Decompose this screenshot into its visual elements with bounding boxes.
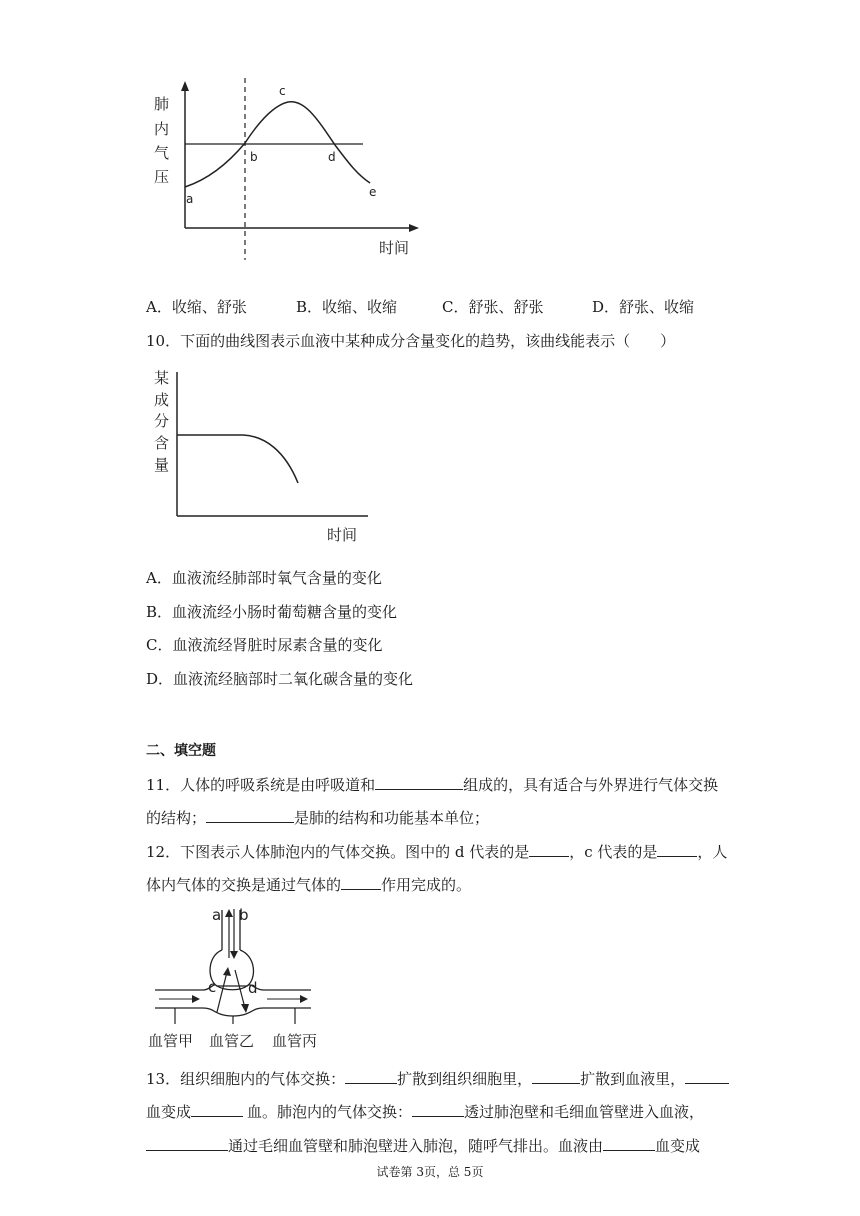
label-d: d [248, 979, 258, 997]
q13-line2 [146, 1101, 704, 1122]
point-label-d: d [328, 150, 336, 164]
x-label: 时间 [379, 239, 410, 257]
q9-option-b[interactable]: B．收缩、收缩 [296, 298, 398, 316]
q13-text: 扩散到组织细胞里， [397, 1070, 533, 1088]
q9-option-d[interactable]: D．舒张、收缩 [592, 298, 695, 316]
q12-blank-c[interactable] [657, 841, 697, 857]
q9-options [146, 297, 694, 317]
q13-line1 [146, 1068, 729, 1089]
q10-option-a[interactable]: A．血液流经肺部时氧气含量的变化 [146, 569, 382, 587]
vessel-yi: 血管乙 [209, 1032, 255, 1050]
x-label: 时间 [327, 526, 358, 544]
point-label-e: e [369, 185, 377, 199]
q13-blank-5[interactable] [412, 1101, 464, 1117]
q11-blank-2[interactable] [206, 807, 294, 823]
point-label-b: b [250, 150, 258, 164]
flow-arrow-right-head [300, 995, 308, 1003]
point-label-c: c [279, 84, 286, 98]
arrow-d-head [241, 1004, 249, 1013]
arrow-c [217, 972, 227, 1012]
q13-text: 透过肺泡壁和毛细血管壁进入血液， [464, 1103, 705, 1121]
q13-line3 [146, 1135, 700, 1156]
content-curve [177, 435, 298, 483]
vessel-bing: 血管丙 [272, 1032, 318, 1050]
q12-text: 作用完成的。 [381, 876, 472, 894]
q9-option-c[interactable]: C．舒张、舒张 [442, 298, 544, 316]
q12-blank-3[interactable] [341, 874, 381, 890]
q13-text: 13．组织细胞内的气体交换： [146, 1070, 346, 1088]
arrow-c-head [223, 967, 231, 976]
alveolus [210, 950, 253, 990]
y-label-char: 成 [154, 391, 170, 409]
y-label-char: 肺 [154, 95, 170, 113]
q12-line1 [146, 841, 727, 862]
q11-text: 的结构； [146, 809, 207, 827]
q10-stem: 10．下面的曲线图表示血液中某种成分含量变化的趋势，该曲线能表示（ ） [146, 332, 676, 350]
y-label-char: 压 [154, 168, 170, 186]
q13-text: 血变成 [146, 1103, 192, 1121]
label-b: b [239, 906, 249, 924]
q13-text: 血变成 [655, 1137, 701, 1155]
q13-text: 血。肺泡内的气体交换： [247, 1103, 413, 1121]
q10-option-d[interactable]: D．血液流经脑部时二氧化碳含量的变化 [146, 670, 414, 688]
q12-text: 12．下图表示人体肺泡内的气体交换。图中的 d 代表的是 [146, 843, 530, 861]
x-axis-arrow [409, 224, 419, 232]
label-c: c [208, 978, 217, 996]
y-axis-arrow [181, 81, 189, 91]
y-label-char: 某 [154, 369, 170, 387]
q13-blank-3[interactable] [685, 1068, 729, 1084]
q10-option-c[interactable]: C．血液流经肾脏时尿素含量的变化 [146, 636, 383, 654]
q12-text: ，c 代表的是 [569, 843, 658, 861]
y-label-char: 分 [154, 412, 170, 430]
q11-blank-1[interactable] [375, 774, 463, 790]
lung-pressure-figure [140, 75, 430, 270]
q13-blank-1[interactable] [345, 1068, 397, 1084]
point-label-a: a [186, 192, 194, 206]
q9-option-a[interactable]: A．收缩、舒张 [146, 298, 247, 316]
arrow-b-head [230, 951, 238, 959]
alveolus-exchange-figure [145, 900, 330, 1058]
y-label-char: 气 [154, 144, 170, 162]
q11-text: 组成的，具有适合与外界进行气体交换 [463, 776, 719, 794]
q12-text: ，人 [697, 843, 728, 861]
page-footer: 试卷第 3页，总 5页 [376, 1165, 484, 1179]
vessel-jia: 血管甲 [148, 1032, 194, 1050]
y-label-char: 含 [154, 434, 170, 452]
y-label-char: 内 [154, 120, 170, 138]
arrow-a-head [225, 909, 233, 917]
q11-text: 11．人体的呼吸系统是由呼吸道和 [146, 776, 376, 794]
q13-blank-7[interactable] [603, 1135, 655, 1151]
q13-blank-4[interactable] [191, 1101, 243, 1117]
q13-blank-6[interactable] [146, 1135, 228, 1151]
q12-blank-d[interactable] [529, 841, 569, 857]
capillary-bottom-wall [155, 1008, 311, 1016]
q13-text: 通过毛细血管壁和肺泡壁进入肺泡，随呼气排出。血液由 [228, 1137, 604, 1155]
q12-line2 [146, 874, 471, 895]
q12-text: 体内气体的交换是通过气体的 [146, 876, 342, 894]
flow-arrow-left-head [192, 995, 200, 1003]
blood-component-figure [150, 366, 380, 546]
section-heading: 二、填空题 [146, 743, 216, 759]
q11-line1 [146, 774, 718, 795]
q11-text: 是肺的结构和功能基本单位； [294, 809, 490, 827]
y-label-char: 量 [154, 456, 170, 474]
q13-blank-2[interactable] [532, 1068, 580, 1084]
q10-option-b[interactable]: B．血液流经小肠时葡萄糖含量的变化 [146, 603, 398, 621]
q11-line2 [146, 807, 489, 828]
q13-text: 扩散到血液里， [580, 1070, 686, 1088]
label-a: a [212, 906, 222, 924]
